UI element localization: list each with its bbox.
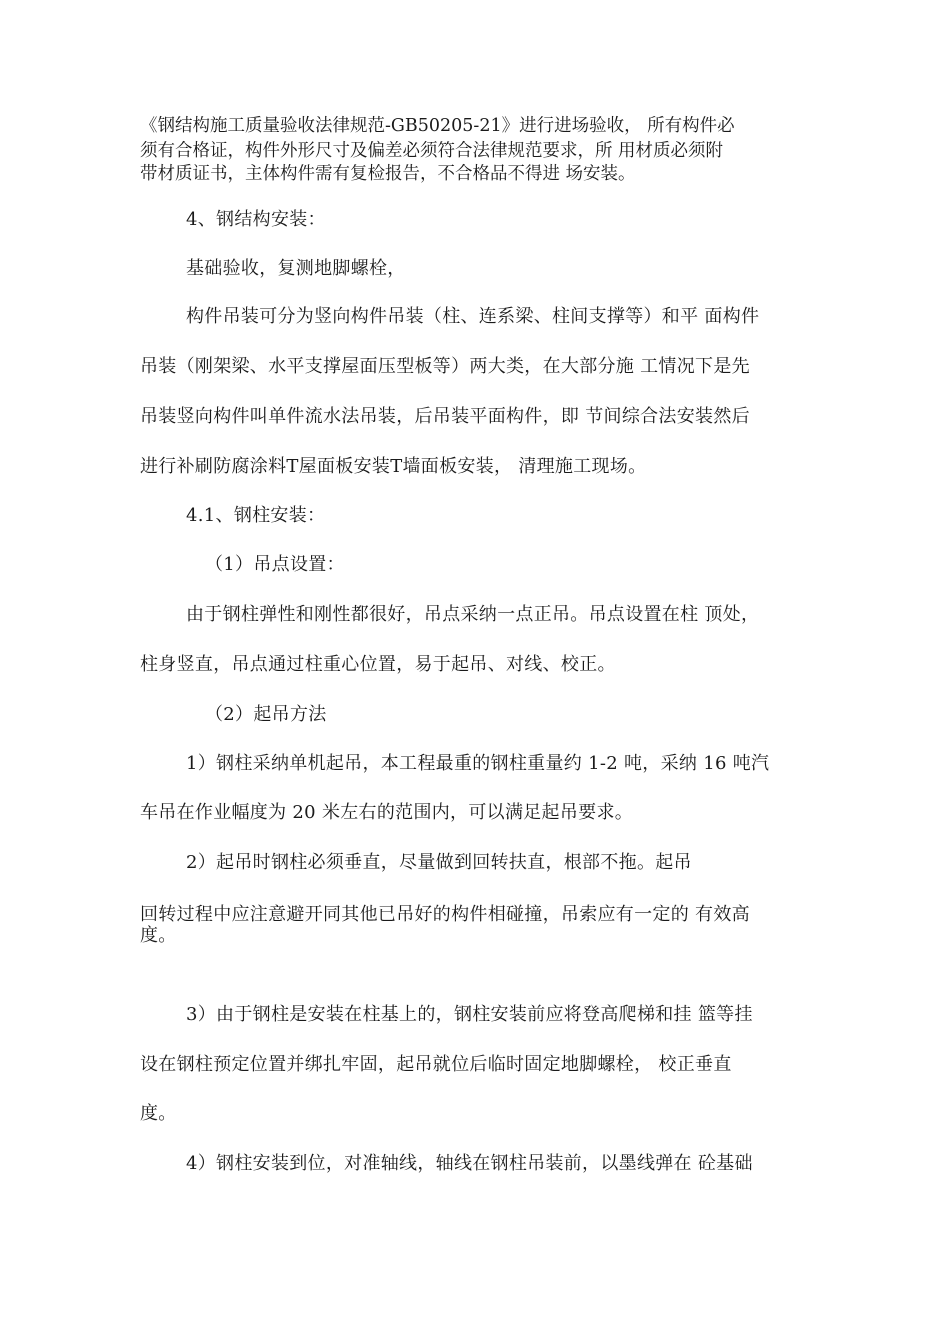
item-3-line-2: 设在钢柱预定位置并绑扎牢固，起吊就位后临时固定地脚螺栓， 校正垂直 [140, 1054, 732, 1075]
item-2-line-2: 回转过程中应注意避开同其他已吊好的构件相碰撞，吊索应有一定的 有效高 [140, 904, 750, 925]
item-3-line-3: 度。 [140, 1103, 177, 1124]
intro-line-3: 带材质证书，主体构件需有复检报告，不合格品不得进 场安装。 [140, 164, 636, 184]
intro-line-1: 《钢结构施工质量验收法律规范-GB50205-21》进行进场验收， 所有构件必 [140, 116, 735, 136]
item-2-line-1: 2）起吊时钢柱必须垂直，尽量做到回转扶直，根部不拖。起吊 [186, 852, 692, 873]
sub-1-para-line-2: 柱身竖直，吊点通过柱重心位置，易于起吊、对线、校正。 [140, 654, 616, 675]
sub-2-heading: （2）起吊方法 [205, 704, 327, 725]
hoist-para-line-4: 进行补刷防腐涂料T屋面板安装T墙面板安装， 清理施工现场。 [140, 456, 647, 477]
base-check-text: 基础验收，复测地脚螺栓， [186, 258, 406, 279]
intro-line-2: 须有合格证，构件外形尺寸及偏差必须符合法律规范要求，所 用材质必须附 [140, 141, 724, 161]
hoist-para-line-3: 吊装竖向构件叫单件流水法吊装，后吊装平面构件，即 节间综合法安装然后 [140, 406, 750, 427]
item-4-line-1: 4）钢柱安装到位，对准轴线，轴线在钢柱吊装前，以墨线弹在 砼基础 [186, 1153, 753, 1174]
item-1-line-1: 1）钢柱采纳单机起吊，本工程最重的钢柱重量约 1-2 吨，采纳 16 吨汽 [186, 753, 770, 774]
section-4-heading: 4、钢结构安装： [186, 209, 326, 230]
hoist-para-line-1: 构件吊装可分为竖向构件吊装（柱、连系梁、柱间支撑等）和平 面构件 [186, 306, 760, 327]
hoist-para-line-2: 吊装（刚架梁、水平支撑屋面压型板等）两大类，在大部分施 工情况下是先 [140, 356, 750, 377]
section-4-1-heading: 4.1、钢柱安装： [186, 505, 326, 526]
item-1-line-2: 车吊在作业幅度为 20 米左右的范围内，可以满足起吊要求。 [140, 802, 634, 823]
item-2-line-3: 度。 [140, 925, 177, 946]
sub-1-heading: （1）吊点设置： [205, 554, 345, 575]
sub-1-para-line-1: 由于钢柱弹性和刚性都很好，吊点采纳一点正吊。吊点设置在柱 顶处， [186, 604, 760, 625]
item-3-line-1: 3）由于钢柱是安装在柱基上的，钢柱安装前应将登高爬梯和挂 篮等挂 [186, 1004, 753, 1025]
